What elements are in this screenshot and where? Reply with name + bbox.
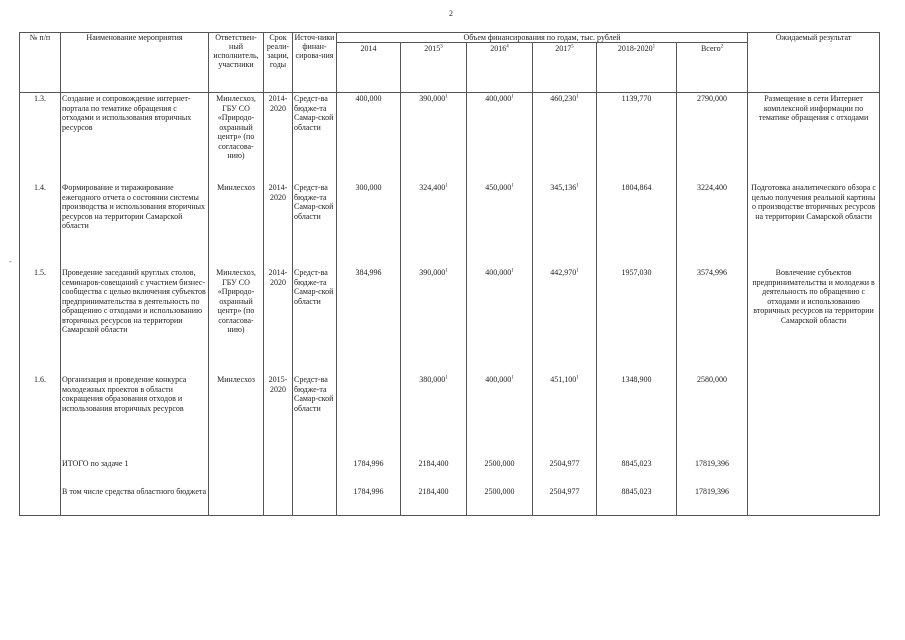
- total-value-2-text: 2500,000: [484, 459, 515, 468]
- row-result: [748, 93, 880, 183]
- header-name: Наименование мероприятия: [61, 33, 209, 93]
- row-source: [293, 93, 337, 183]
- row-value-1-text: 390,000: [419, 94, 446, 103]
- row-name: [61, 374, 209, 453]
- row-responsible-text: Минлесхоз, ГБУ СО «Природо-охранный центр» (по согласова-нию): [216, 268, 256, 334]
- row-value-3-footnote: 1: [576, 268, 579, 274]
- row-value-1-footnote: 1: [445, 375, 448, 381]
- total-value-4-text: 8845,023: [621, 459, 652, 468]
- row-value-2: [467, 182, 533, 267]
- total-value-3: [533, 453, 597, 483]
- row-value-5: [677, 93, 748, 183]
- row-num: [20, 374, 61, 453]
- header-year-5: [677, 43, 748, 93]
- total-value-3-text: 2504,977: [549, 487, 580, 496]
- header-num: № п/п: [20, 33, 61, 93]
- row-source-text: Средст-ва бюдже-та Самар-ской области: [294, 183, 334, 221]
- table-row: [20, 267, 880, 374]
- total-value-4: [597, 483, 677, 516]
- row-value-3: [533, 93, 597, 183]
- header-year-3-footnote: 5: [571, 44, 574, 50]
- row-value-1: [401, 93, 467, 183]
- row-value-0-text: 400,000: [355, 94, 382, 103]
- total-label-text: В том числе средства областного бюджета: [62, 487, 207, 496]
- row-num: [20, 93, 61, 183]
- row-num: [20, 182, 61, 267]
- scan-speck: -: [9, 257, 12, 266]
- total-value-1-text: 2184,400: [418, 459, 449, 468]
- row-value-3-text: 460,230: [550, 94, 577, 103]
- row-result-text: Подготовка аналитического обзора с целью получения реальной картины о производстве вторичных ресурсов на территории Самарской области: [751, 183, 876, 221]
- total-value-1: [401, 483, 467, 516]
- total-row: [20, 453, 880, 483]
- row-source-text: Средст-ва бюдже-та Самар-ской области: [294, 94, 334, 132]
- row-value-4: [597, 374, 677, 453]
- row-result: [748, 267, 880, 374]
- row-value-5-text: 2790,000: [697, 94, 728, 103]
- row-responsible: [209, 182, 264, 267]
- row-term: [264, 267, 293, 374]
- total-value-0: [337, 453, 401, 483]
- header-funding-group: Объем финансирования по годам, тыс. рублей: [337, 33, 748, 43]
- row-value-2-text: 400,000: [485, 375, 512, 384]
- header-year-5-footnote: 2: [720, 44, 724, 50]
- row-num-text: 1.5.: [34, 268, 46, 277]
- row-responsible-text: Минлесхоз, ГБУ СО «Природо-охранный центр» (по согласова-нию): [216, 94, 256, 160]
- row-term-text: 2014-2020: [268, 268, 288, 287]
- total-value-5-text: 17819,396: [695, 459, 730, 468]
- total-value-3-text: 2504,977: [549, 459, 580, 468]
- total-value-2: [467, 453, 533, 483]
- row-value-1: [401, 267, 467, 374]
- row-responsible-text: Минлесхоз: [217, 375, 255, 384]
- row-num-text: 1.6.: [34, 375, 46, 384]
- total-label: [61, 453, 209, 483]
- total-value-3: [533, 483, 597, 516]
- total-value-2-text: 2500,000: [484, 487, 515, 496]
- row-value-1: [401, 374, 467, 453]
- row-name: [61, 93, 209, 183]
- row-name-text: Организация и проведение конкурса молодежных проектов в области сокращения образования отходов и использования вторичных ресурсов: [62, 375, 187, 413]
- total-value-0-text: 1784,996: [353, 459, 384, 468]
- row-result: [748, 182, 880, 267]
- row-value-1: [401, 182, 467, 267]
- row-value-3: [533, 267, 597, 374]
- total-value-1: [401, 453, 467, 483]
- total-blank-cell: [748, 483, 880, 516]
- header-year-4: [597, 43, 677, 93]
- row-source: [293, 182, 337, 267]
- header-year-3-text: 2017: [555, 44, 572, 53]
- row-source-text: Средст-ва бюдже-та Самар-ской области: [294, 268, 334, 306]
- total-blank-cell: [20, 483, 61, 516]
- row-num-text: 1.3.: [34, 94, 46, 103]
- header-year-1: [401, 43, 467, 93]
- total-label-text: ИТОГО по задаче 1: [62, 459, 129, 468]
- row-term-text: 2014-2020: [268, 94, 288, 113]
- header-year-0-text: 2014: [360, 44, 377, 53]
- row-result: [748, 374, 880, 453]
- total-blank-cell: [209, 453, 264, 483]
- total-row: [20, 483, 880, 516]
- row-responsible: [209, 374, 264, 453]
- row-value-3: [533, 374, 597, 453]
- row-value-2-footnote: 1: [511, 183, 514, 189]
- row-source: [293, 267, 337, 374]
- row-value-3-text: 442,970: [550, 268, 577, 277]
- header-result: Ожидаемый результат: [748, 33, 880, 93]
- row-name-text: Создание и сопровождение интернет-портала по тематике обращения с отходами и использования вторичных ресурсов: [62, 94, 192, 132]
- row-result-text: Размещение в сети Интернет комплексной информации по тематике обращения с отходами: [758, 94, 869, 122]
- row-value-5: [677, 182, 748, 267]
- row-value-2: [467, 374, 533, 453]
- total-blank-cell: [293, 453, 337, 483]
- row-value-0-text: 300,000: [355, 183, 382, 192]
- row-value-3-footnote: 1: [576, 183, 579, 189]
- total-blank-cell: [293, 483, 337, 516]
- total-value-5-text: 17819,396: [695, 487, 730, 496]
- row-value-3-footnote: 1: [576, 94, 579, 100]
- header-year-2-footnote: 4: [506, 44, 509, 50]
- row-value-1-footnote: 1: [445, 268, 448, 274]
- total-label: [61, 483, 209, 516]
- row-value-1-footnote: 1: [445, 94, 448, 100]
- row-value-2: [467, 267, 533, 374]
- header-source: Источ-ники финан-сирова-ния: [293, 33, 337, 93]
- row-responsible: [209, 93, 264, 183]
- header-responsible: Ответствен-ный исполнитель, участники: [209, 33, 264, 93]
- row-value-5-text: 3224,400: [697, 183, 728, 192]
- row-value-4-text: 1348,900: [621, 375, 652, 384]
- header-year-1-footnote: 3: [440, 44, 443, 50]
- table-row: [20, 374, 880, 453]
- row-value-2-footnote: 1: [511, 94, 514, 100]
- row-value-2-text: 400,000: [485, 94, 512, 103]
- header-year-0: [337, 43, 401, 93]
- row-term: [264, 182, 293, 267]
- row-value-4: [597, 182, 677, 267]
- total-blank-cell: [20, 453, 61, 483]
- row-value-1-text: 380,000: [419, 375, 446, 384]
- total-value-2: [467, 483, 533, 516]
- row-value-4-text: 1957,030: [621, 268, 652, 277]
- row-value-4: [597, 267, 677, 374]
- row-term: [264, 374, 293, 453]
- row-value-5-text: 3574,996: [697, 268, 728, 277]
- row-value-2-footnote: 1: [511, 375, 514, 381]
- header-year-3: [533, 43, 597, 93]
- header-term: Срок реали-зации, годы: [264, 33, 293, 93]
- row-value-2-text: 450,000: [485, 183, 512, 192]
- row-value-5: [677, 267, 748, 374]
- row-value-2: [467, 93, 533, 183]
- row-term: [264, 93, 293, 183]
- row-value-0: [337, 93, 401, 183]
- header-year-5-text: Всего: [700, 44, 721, 53]
- total-value-5: [677, 483, 748, 516]
- row-name: [61, 267, 209, 374]
- header-year-1-text: 2015: [424, 44, 441, 53]
- total-blank-cell: [264, 453, 293, 483]
- header-year-4-footnote: 1: [652, 44, 656, 50]
- row-value-0: [337, 182, 401, 267]
- row-value-0: [337, 267, 401, 374]
- row-value-4-text: 1804,864: [621, 183, 652, 192]
- row-value-4-text: 1139,770: [621, 94, 652, 103]
- row-name-text: Проведение заседаний круглых столов, семинаров-совещаний с участием бизнес-сообщества с целью включения субъектов предпринимательства в деятельность по обращению с отходами и использованию вторичных ресурсов на территории Самарской области: [62, 268, 206, 334]
- table-row: [20, 93, 880, 183]
- table-row: [20, 182, 880, 267]
- total-blank-cell: [209, 483, 264, 516]
- funding-table: [19, 32, 880, 516]
- row-name-text: Формирование и тиражирование ежегодного отчета о состоянии системы производства и использования вторичных ресурсов на территории Самарской области: [62, 183, 205, 230]
- row-name: [61, 182, 209, 267]
- row-source-text: Средст-ва бюдже-та Самар-ской области: [294, 375, 334, 413]
- row-value-1-text: 324,400: [419, 183, 446, 192]
- row-value-4: [597, 93, 677, 183]
- row-result-text: Вовлечение субъектов предпринимательства и молодежи в деятельность по обращению с отходами и использованию вторичных ресурсов на территории Самарской области: [752, 268, 875, 325]
- row-value-5: [677, 374, 748, 453]
- row-value-1-footnote: 1: [445, 183, 448, 189]
- row-value-2-text: 400,000: [485, 268, 512, 277]
- row-value-3-text: 451,100: [550, 375, 577, 384]
- row-value-3-footnote: 1: [576, 375, 579, 381]
- row-value-0: [337, 374, 401, 453]
- row-num-text: 1.4.: [34, 183, 46, 192]
- total-blank-cell: [264, 483, 293, 516]
- header-year-2: [467, 43, 533, 93]
- row-value-5-text: 2580,000: [697, 375, 728, 384]
- row-responsible: [209, 267, 264, 374]
- row-term-text: 2014-2020: [268, 183, 288, 202]
- total-value-5: [677, 453, 748, 483]
- row-responsible-text: Минлесхоз: [217, 183, 255, 192]
- row-value-3-text: 345,136: [550, 183, 577, 192]
- total-value-1-text: 2184,400: [418, 487, 449, 496]
- row-value-3: [533, 182, 597, 267]
- row-num: [20, 267, 61, 374]
- header-year-4-text: 2018-2020: [617, 44, 653, 53]
- row-value-1-text: 390,000: [419, 268, 446, 277]
- row-value-2-footnote: 1: [511, 268, 514, 274]
- total-value-0-text: 1784,996: [353, 487, 384, 496]
- row-value-0-text: 384,996: [355, 268, 382, 277]
- total-blank-cell: [748, 453, 880, 483]
- header-year-2-text: 2016: [490, 44, 507, 53]
- total-value-4-text: 8845,023: [621, 487, 652, 496]
- total-value-4: [597, 453, 677, 483]
- row-term-text: 2015-2020: [268, 375, 288, 394]
- total-value-0: [337, 483, 401, 516]
- page-number: 2: [449, 9, 453, 18]
- row-source: [293, 374, 337, 453]
